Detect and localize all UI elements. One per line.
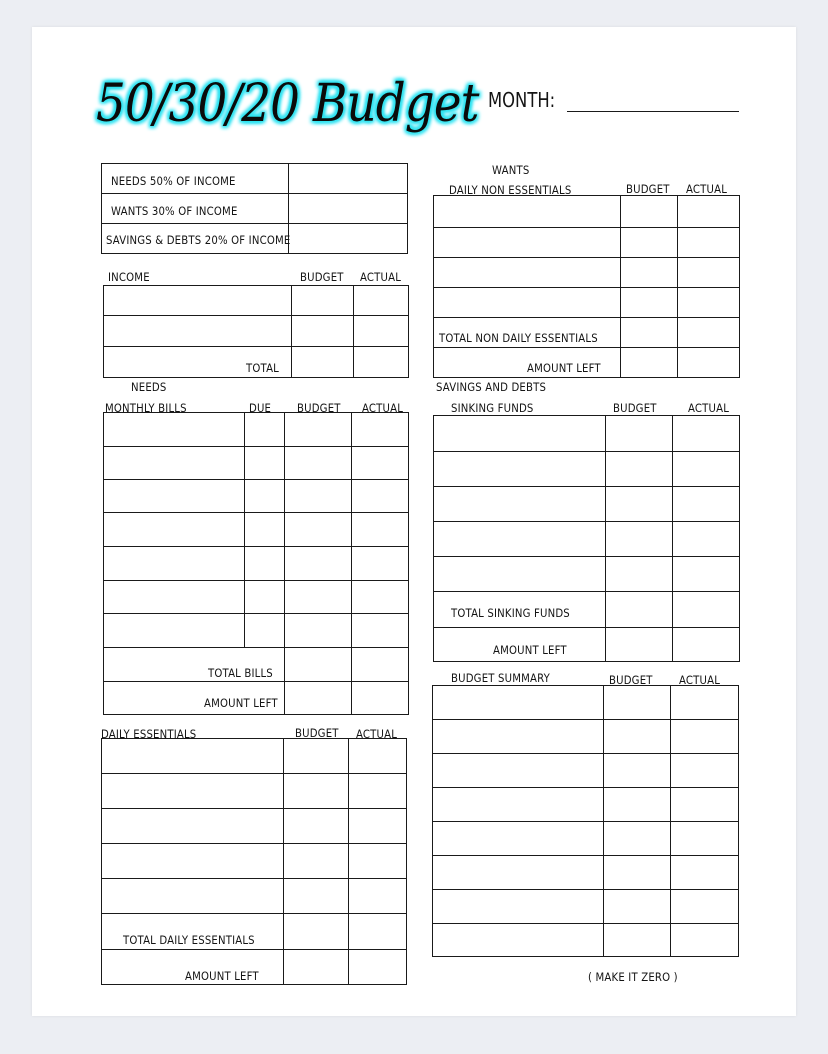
grid-line	[101, 808, 407, 809]
grid-line	[433, 257, 740, 258]
grid-line	[432, 923, 739, 924]
needs-amount-left-label: AMOUNT LEFT	[204, 696, 278, 710]
grid-line	[101, 843, 407, 844]
grid-line	[103, 546, 409, 547]
grid-line	[433, 227, 740, 228]
income-label: INCOME	[108, 270, 150, 284]
wants-amount-left-label: AMOUNT LEFT	[527, 361, 601, 375]
grid-line	[677, 195, 678, 378]
grid-line	[433, 317, 740, 318]
grid-line	[101, 913, 407, 914]
total-daily-essentials-label: TOTAL DAILY ESSENTIALS	[123, 933, 255, 947]
summary-actual-header: ACTUAL	[679, 673, 721, 687]
grid-line	[432, 855, 739, 856]
total-sinking-funds-label: TOTAL SINKING FUNDS	[451, 606, 570, 620]
budget-summary-label: BUDGET SUMMARY	[451, 671, 551, 685]
grid-line	[620, 195, 621, 378]
grid-line	[432, 787, 739, 788]
needs-budget-header: BUDGET	[297, 401, 341, 415]
monthly-bills-label: MONTHLY BILLS	[105, 401, 187, 415]
grid-line	[101, 193, 408, 194]
grid-line	[284, 412, 285, 715]
grid-line	[103, 446, 409, 447]
income-total-label: TOTAL	[246, 361, 279, 375]
daily-non-essentials-label: DAILY NON ESSENTIALS	[449, 183, 572, 197]
income-actual-header: ACTUAL	[360, 270, 402, 284]
needs-due-header: DUE	[249, 401, 272, 415]
grid-line	[283, 738, 284, 985]
grid-line	[433, 556, 740, 557]
daily-essentials-table	[101, 738, 407, 985]
make-it-zero-note: ( MAKE IT ZERO )	[588, 970, 678, 984]
grid-line	[101, 773, 407, 774]
savings-actual-header: ACTUAL	[688, 401, 730, 415]
grid-line	[351, 412, 352, 715]
grid-line	[432, 889, 739, 890]
sinking-funds-table	[433, 415, 740, 662]
grid-line	[670, 685, 671, 957]
grid-line	[103, 613, 409, 614]
allocation-needs-label: NEEDS 50% OF INCOME	[111, 174, 236, 188]
grid-line	[103, 346, 409, 347]
grid-line	[244, 412, 245, 647]
month-input-line[interactable]	[567, 111, 739, 112]
grid-line	[433, 287, 740, 288]
summary-budget-header: BUDGET	[609, 673, 653, 687]
allocation-savings-label: SAVINGS & DEBTS 20% OF INCOME	[106, 233, 291, 247]
grid-line	[432, 821, 739, 822]
grid-line	[291, 285, 292, 378]
grid-line	[603, 685, 604, 957]
grid-line	[103, 479, 409, 480]
grid-line	[353, 285, 354, 378]
sinking-funds-label: SINKING FUNDS	[451, 401, 534, 415]
grid-line	[433, 521, 740, 522]
grid-line	[605, 415, 606, 662]
daily-essentials-label: DAILY ESSENTIALS	[101, 727, 197, 741]
grid-line	[101, 949, 407, 950]
daily-budget-header: BUDGET	[295, 726, 339, 740]
savings-budget-header: BUDGET	[613, 401, 657, 415]
grid-line	[433, 627, 740, 628]
page-title: 50/30/20 Budget	[96, 74, 479, 134]
grid-line	[101, 878, 407, 879]
allocation-wants-label: WANTS 30% OF INCOME	[111, 204, 238, 218]
grid-line	[433, 486, 740, 487]
daily-actual-header: ACTUAL	[356, 727, 398, 741]
wants-actual-header: ACTUAL	[686, 182, 728, 196]
grid-line	[432, 719, 739, 720]
grid-line	[101, 223, 408, 224]
wants-budget-header: BUDGET	[626, 182, 670, 196]
grid-line	[103, 512, 409, 513]
month-label: MONTH:	[488, 88, 556, 112]
income-budget-header: BUDGET	[300, 270, 344, 284]
grid-line	[103, 681, 409, 682]
grid-line	[103, 580, 409, 581]
grid-line	[103, 647, 409, 648]
total-non-daily-essentials-label: TOTAL NON DAILY ESSENTIALS	[439, 331, 598, 345]
wants-heading: WANTS	[492, 163, 530, 177]
total-bills-label: TOTAL BILLS	[208, 666, 273, 680]
grid-line	[348, 738, 349, 985]
grid-line	[432, 753, 739, 754]
grid-line	[433, 591, 740, 592]
needs-actual-header: ACTUAL	[362, 401, 404, 415]
savings-debts-heading: SAVINGS AND DEBTS	[436, 380, 547, 394]
grid-line	[103, 315, 409, 316]
grid-line	[433, 347, 740, 348]
needs-heading: NEEDS	[131, 380, 167, 394]
savings-amount-left-label: AMOUNT LEFT	[493, 643, 567, 657]
grid-line	[672, 415, 673, 662]
grid-line	[433, 451, 740, 452]
daily-amount-left-label: AMOUNT LEFT	[185, 969, 259, 983]
